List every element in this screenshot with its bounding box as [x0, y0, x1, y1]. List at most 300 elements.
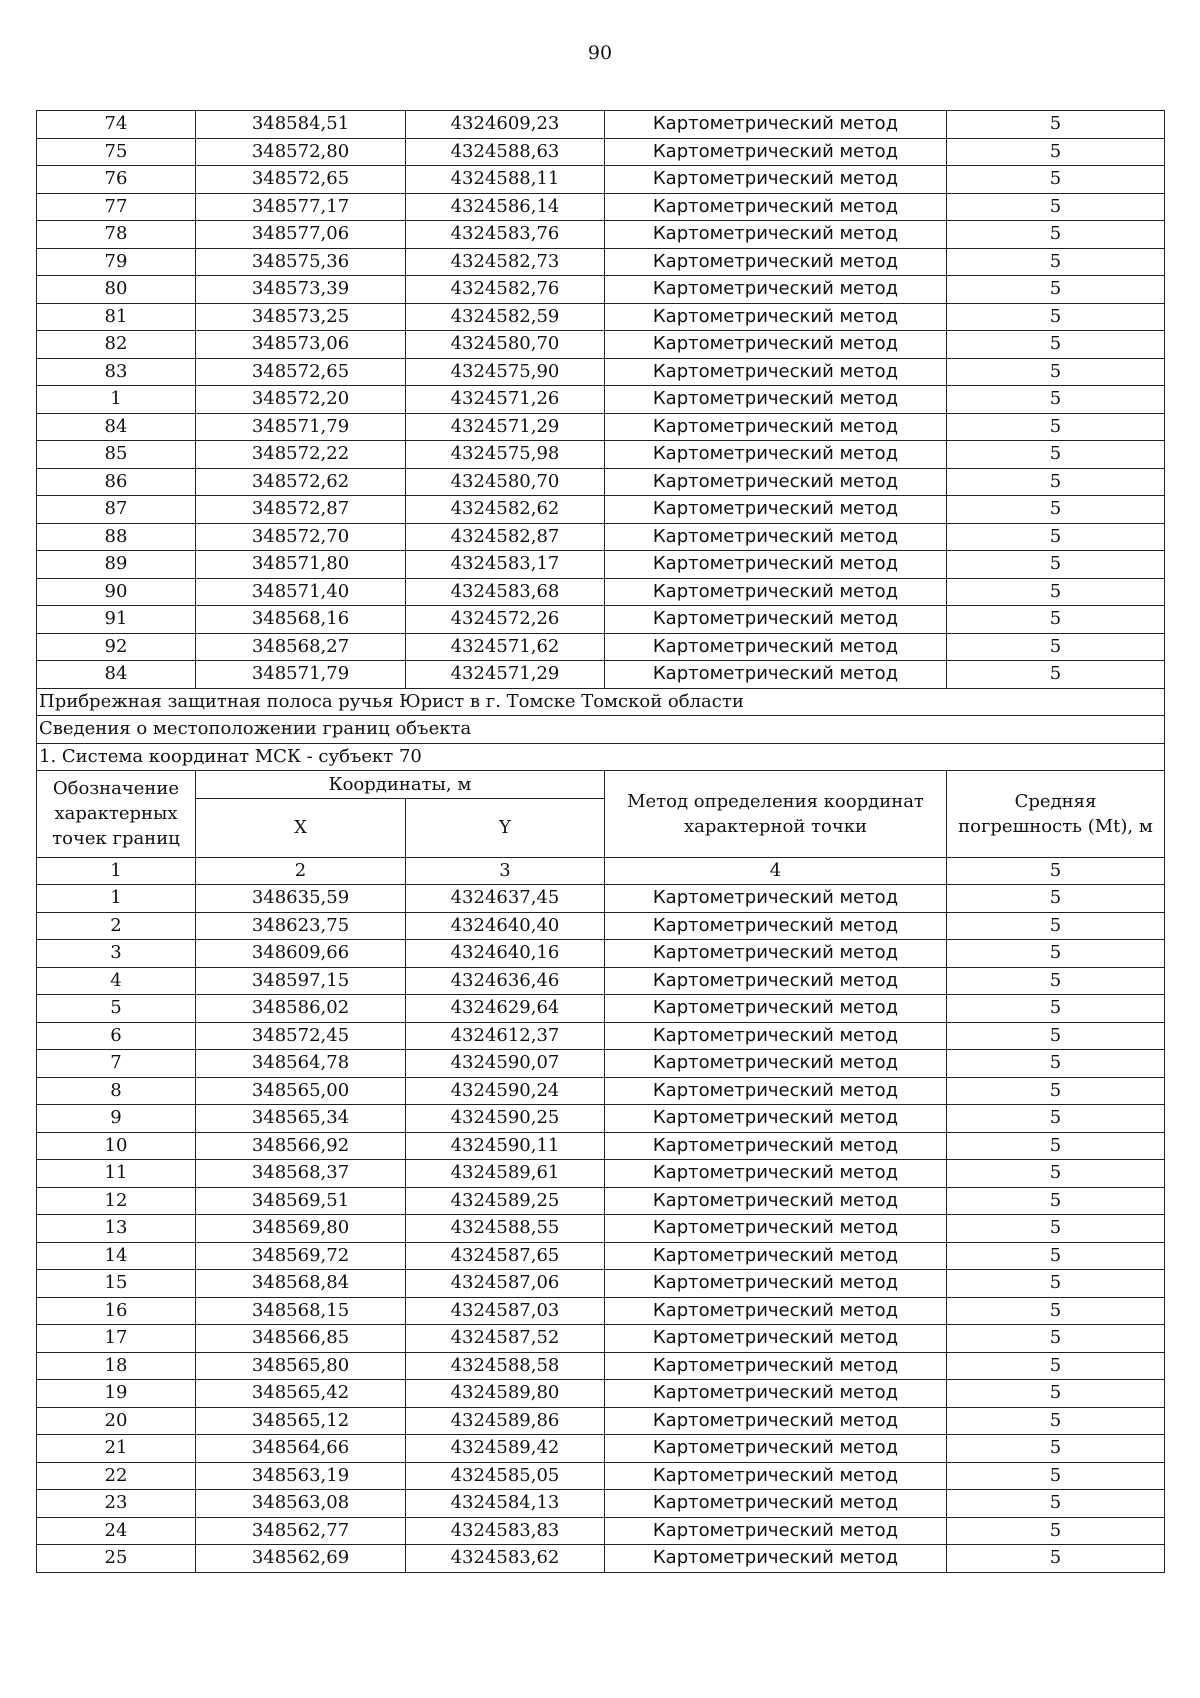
coord-y: 4324612,37 — [406, 1022, 605, 1050]
coord-y: 4324583,83 — [406, 1517, 605, 1545]
coord-x: 348565,00 — [196, 1077, 406, 1105]
point-number: 19 — [37, 1380, 196, 1408]
point-number: 24 — [37, 1517, 196, 1545]
accuracy: 5 — [947, 1490, 1165, 1518]
point-number: 6 — [37, 1022, 196, 1050]
coord-y: 4324583,76 — [406, 221, 605, 249]
col-number: 4 — [605, 857, 947, 885]
method: Картометрический метод — [605, 413, 947, 441]
accuracy: 5 — [947, 551, 1165, 579]
coord-y: 4324586,14 — [406, 193, 605, 221]
accuracy: 5 — [947, 386, 1165, 414]
coord-x: 348597,15 — [196, 967, 406, 995]
point-number: 2 — [37, 912, 196, 940]
accuracy: 5 — [947, 468, 1165, 496]
method: Картометрический метод — [605, 1242, 947, 1270]
point-number: 3 — [37, 940, 196, 968]
coord-y: 4324636,46 — [406, 967, 605, 995]
table-row — [37, 1077, 1165, 1105]
header-method: Метод определения координат характерной точки — [605, 771, 947, 858]
table-row — [37, 166, 1165, 194]
table-row — [37, 138, 1165, 166]
coord-y: 4324590,24 — [406, 1077, 605, 1105]
method: Картометрический метод — [605, 1435, 947, 1463]
point-number: 4 — [37, 967, 196, 995]
bottom-rows — [37, 885, 1165, 1573]
coord-y: 4324584,13 — [406, 1490, 605, 1518]
coord-x: 348572,20 — [196, 386, 406, 414]
point-number: 22 — [37, 1462, 196, 1490]
table-row — [37, 441, 1165, 469]
method: Картометрический метод — [605, 1050, 947, 1078]
method: Картометрический метод — [605, 1517, 947, 1545]
coord-x: 348577,17 — [196, 193, 406, 221]
table-row — [37, 967, 1165, 995]
coord-y: 4324587,52 — [406, 1325, 605, 1353]
coord-x: 348572,62 — [196, 468, 406, 496]
point-number: 7 — [37, 1050, 196, 1078]
accuracy: 5 — [947, 523, 1165, 551]
coord-y: 4324609,23 — [406, 111, 605, 139]
coord-y: 4324640,40 — [406, 912, 605, 940]
section-header — [37, 688, 1165, 885]
method: Картометрический метод — [605, 1325, 947, 1353]
point-number: 89 — [37, 551, 196, 579]
point-number: 9 — [37, 1105, 196, 1133]
accuracy: 5 — [947, 413, 1165, 441]
table-row — [37, 276, 1165, 304]
coord-x: 348562,69 — [196, 1545, 406, 1573]
table-row — [37, 1297, 1165, 1325]
method: Картометрический метод — [605, 358, 947, 386]
method: Картометрический метод — [605, 1352, 947, 1380]
point-number: 13 — [37, 1215, 196, 1243]
coord-x: 348571,79 — [196, 661, 406, 689]
coord-y: 4324582,59 — [406, 303, 605, 331]
coord-x: 348572,70 — [196, 523, 406, 551]
accuracy: 5 — [947, 606, 1165, 634]
table-row — [37, 1435, 1165, 1463]
accuracy: 5 — [947, 138, 1165, 166]
coord-x: 348571,79 — [196, 413, 406, 441]
coord-x: 348609,66 — [196, 940, 406, 968]
point-number: 15 — [37, 1270, 196, 1298]
coord-y: 4324589,61 — [406, 1160, 605, 1188]
coord-y: 4324582,73 — [406, 248, 605, 276]
accuracy: 5 — [947, 166, 1165, 194]
coord-y: 4324580,70 — [406, 468, 605, 496]
coord-x: 348584,51 — [196, 111, 406, 139]
coord-x: 348563,08 — [196, 1490, 406, 1518]
accuracy: 5 — [947, 1160, 1165, 1188]
point-number: 11 — [37, 1160, 196, 1188]
point-number: 88 — [37, 523, 196, 551]
point-number: 77 — [37, 193, 196, 221]
coord-x: 348568,37 — [196, 1160, 406, 1188]
coord-y: 4324583,17 — [406, 551, 605, 579]
table-row — [37, 1517, 1165, 1545]
column-numbers-row — [37, 857, 1165, 885]
point-number: 84 — [37, 413, 196, 441]
coord-x: 348562,77 — [196, 1517, 406, 1545]
table-row — [37, 1187, 1165, 1215]
accuracy: 5 — [947, 1022, 1165, 1050]
accuracy: 5 — [947, 1325, 1165, 1353]
method: Картометрический метод — [605, 1462, 947, 1490]
coord-y: 4324588,63 — [406, 138, 605, 166]
accuracy: 5 — [947, 1215, 1165, 1243]
coord-y: 4324572,26 — [406, 606, 605, 634]
table-row — [37, 248, 1165, 276]
point-number: 75 — [37, 138, 196, 166]
coord-x: 348569,51 — [196, 1187, 406, 1215]
method: Картометрический метод — [605, 496, 947, 524]
table-row — [37, 940, 1165, 968]
table-row — [37, 1105, 1165, 1133]
table-row — [37, 551, 1165, 579]
method: Картометрический метод — [605, 166, 947, 194]
accuracy: 5 — [947, 248, 1165, 276]
coord-y: 4324571,29 — [406, 413, 605, 441]
coord-y: 4324590,07 — [406, 1050, 605, 1078]
method: Картометрический метод — [605, 1407, 947, 1435]
coord-x: 348564,78 — [196, 1050, 406, 1078]
table-row — [37, 468, 1165, 496]
coord-x: 348571,40 — [196, 578, 406, 606]
point-number: 16 — [37, 1297, 196, 1325]
coord-x: 348573,25 — [196, 303, 406, 331]
point-number: 25 — [37, 1545, 196, 1573]
coord-y: 4324588,11 — [406, 166, 605, 194]
accuracy: 5 — [947, 358, 1165, 386]
coord-x: 348572,65 — [196, 358, 406, 386]
col-number: 5 — [947, 857, 1165, 885]
table-row — [37, 1407, 1165, 1435]
point-number: 92 — [37, 633, 196, 661]
coord-y: 4324590,11 — [406, 1132, 605, 1160]
method: Картометрический метод — [605, 276, 947, 304]
header-coordinates: Координаты, м — [196, 771, 605, 799]
point-number: 81 — [37, 303, 196, 331]
table-row — [37, 496, 1165, 524]
coord-x: 348565,12 — [196, 1407, 406, 1435]
coord-x: 348635,59 — [196, 885, 406, 913]
method: Картометрический метод — [605, 633, 947, 661]
point-number: 12 — [37, 1187, 196, 1215]
accuracy: 5 — [947, 1132, 1165, 1160]
point-number: 20 — [37, 1407, 196, 1435]
table-row — [37, 523, 1165, 551]
point-number: 80 — [37, 276, 196, 304]
coord-y: 4324588,55 — [406, 1215, 605, 1243]
coord-x: 348563,19 — [196, 1462, 406, 1490]
table-row — [37, 193, 1165, 221]
section-title: Прибрежная защитная полоса ручья Юрист в г. Томске Томской области — [37, 688, 1165, 716]
accuracy: 5 — [947, 1352, 1165, 1380]
accuracy: 5 — [947, 578, 1165, 606]
accuracy: 5 — [947, 1187, 1165, 1215]
point-number: 79 — [37, 248, 196, 276]
point-number: 83 — [37, 358, 196, 386]
header-x: X — [196, 798, 406, 857]
coord-y: 4324583,62 — [406, 1545, 605, 1573]
coord-x: 348575,36 — [196, 248, 406, 276]
accuracy: 5 — [947, 633, 1165, 661]
method: Картометрический метод — [605, 1132, 947, 1160]
method: Картометрический метод — [605, 1215, 947, 1243]
coord-x: 348573,06 — [196, 331, 406, 359]
method: Картометрический метод — [605, 1270, 947, 1298]
coord-system-row — [37, 743, 1165, 771]
col-number: 3 — [406, 857, 605, 885]
coord-y: 4324629,64 — [406, 995, 605, 1023]
coord-y: 4324575,98 — [406, 441, 605, 469]
method: Картометрический метод — [605, 1545, 947, 1573]
coord-y: 4324589,80 — [406, 1380, 605, 1408]
section-subtitle: Сведения о местоположении границ объекта — [37, 716, 1165, 744]
accuracy: 5 — [947, 1545, 1165, 1573]
coordinates-table — [36, 110, 1165, 1573]
point-number: 1 — [37, 885, 196, 913]
method: Картометрический метод — [605, 1490, 947, 1518]
coord-y: 4324590,25 — [406, 1105, 605, 1133]
header-point-designation: Обозначение характерных точек границ — [37, 771, 196, 858]
coord-x: 348565,80 — [196, 1352, 406, 1380]
coord-y: 4324587,03 — [406, 1297, 605, 1325]
method: Картометрический метод — [605, 468, 947, 496]
point-number: 86 — [37, 468, 196, 496]
method: Картометрический метод — [605, 1077, 947, 1105]
table-row — [37, 661, 1165, 689]
accuracy: 5 — [947, 111, 1165, 139]
method: Картометрический метод — [605, 441, 947, 469]
coord-x: 348572,65 — [196, 166, 406, 194]
method: Картометрический метод — [605, 578, 947, 606]
accuracy: 5 — [947, 912, 1165, 940]
accuracy: 5 — [947, 276, 1165, 304]
method: Картометрический метод — [605, 1187, 947, 1215]
method: Картометрический метод — [605, 331, 947, 359]
method: Картометрический метод — [605, 386, 947, 414]
table-row — [37, 221, 1165, 249]
table-row — [37, 578, 1165, 606]
coord-x: 348568,84 — [196, 1270, 406, 1298]
coord-y: 4324580,70 — [406, 331, 605, 359]
accuracy: 5 — [947, 940, 1165, 968]
table-row — [37, 386, 1165, 414]
point-number: 5 — [37, 995, 196, 1023]
table-row — [37, 1050, 1165, 1078]
point-number: 23 — [37, 1490, 196, 1518]
coord-system: 1. Система координат МСК - субъект 70 — [37, 743, 1165, 771]
table-row — [37, 606, 1165, 634]
point-number: 14 — [37, 1242, 196, 1270]
accuracy: 5 — [947, 1077, 1165, 1105]
method: Картометрический метод — [605, 193, 947, 221]
point-number: 18 — [37, 1352, 196, 1380]
accuracy: 5 — [947, 885, 1165, 913]
accuracy: 5 — [947, 1297, 1165, 1325]
accuracy: 5 — [947, 1242, 1165, 1270]
coord-x: 348572,45 — [196, 1022, 406, 1050]
coord-y: 4324589,42 — [406, 1435, 605, 1463]
table-row — [37, 303, 1165, 331]
coord-x: 348572,87 — [196, 496, 406, 524]
table-row — [37, 995, 1165, 1023]
col-number: 1 — [37, 857, 196, 885]
table-row — [37, 912, 1165, 940]
coord-x: 348623,75 — [196, 912, 406, 940]
point-number: 74 — [37, 111, 196, 139]
table-row — [37, 1462, 1165, 1490]
table-row — [37, 111, 1165, 139]
point-number: 90 — [37, 578, 196, 606]
accuracy: 5 — [947, 1407, 1165, 1435]
method: Картометрический метод — [605, 1022, 947, 1050]
coord-y: 4324637,45 — [406, 885, 605, 913]
method: Картометрический метод — [605, 606, 947, 634]
section-title-row — [37, 688, 1165, 716]
coord-x: 348568,27 — [196, 633, 406, 661]
point-number: 8 — [37, 1077, 196, 1105]
method: Картометрический метод — [605, 1105, 947, 1133]
method: Картометрический метод — [605, 1160, 947, 1188]
coord-y: 4324583,68 — [406, 578, 605, 606]
header-accuracy: Средняя погрешность (Mt), м — [947, 771, 1165, 858]
point-number: 21 — [37, 1435, 196, 1463]
method: Картометрический метод — [605, 940, 947, 968]
page-number: 90 — [587, 42, 613, 64]
header-row-1 — [37, 771, 1165, 799]
coord-y: 4324582,76 — [406, 276, 605, 304]
coord-x: 348565,42 — [196, 1380, 406, 1408]
point-number: 85 — [37, 441, 196, 469]
accuracy: 5 — [947, 193, 1165, 221]
accuracy: 5 — [947, 995, 1165, 1023]
coord-x: 348577,06 — [196, 221, 406, 249]
method: Картометрический метод — [605, 221, 947, 249]
point-number: 1 — [37, 386, 196, 414]
coord-y: 4324575,90 — [406, 358, 605, 386]
method: Картометрический метод — [605, 523, 947, 551]
method: Картометрический метод — [605, 912, 947, 940]
coord-y: 4324640,16 — [406, 940, 605, 968]
method: Картометрический метод — [605, 967, 947, 995]
coord-y: 4324571,29 — [406, 661, 605, 689]
coord-y: 4324585,05 — [406, 1462, 605, 1490]
point-number: 91 — [37, 606, 196, 634]
table-row — [37, 1132, 1165, 1160]
method: Картометрический метод — [605, 138, 947, 166]
header-y: Y — [406, 798, 605, 857]
table-row — [37, 331, 1165, 359]
coord-y: 4324587,65 — [406, 1242, 605, 1270]
coord-y: 4324587,06 — [406, 1270, 605, 1298]
method: Картометрический метод — [605, 551, 947, 579]
coord-x: 348565,34 — [196, 1105, 406, 1133]
accuracy: 5 — [947, 661, 1165, 689]
table-row — [37, 358, 1165, 386]
coord-y: 4324589,25 — [406, 1187, 605, 1215]
point-number: 82 — [37, 331, 196, 359]
method: Картометрический метод — [605, 995, 947, 1023]
accuracy: 5 — [947, 1462, 1165, 1490]
table-row — [37, 1545, 1165, 1573]
coord-y: 4324588,58 — [406, 1352, 605, 1380]
top-rows — [37, 111, 1165, 689]
coord-x: 348568,16 — [196, 606, 406, 634]
coord-x: 348572,22 — [196, 441, 406, 469]
point-number: 84 — [37, 661, 196, 689]
table-row — [37, 1270, 1165, 1298]
method: Картометрический метод — [605, 111, 947, 139]
table-row — [37, 413, 1165, 441]
point-number: 17 — [37, 1325, 196, 1353]
method: Картометрический метод — [605, 885, 947, 913]
table-row — [37, 1325, 1165, 1353]
point-number: 10 — [37, 1132, 196, 1160]
accuracy: 5 — [947, 1517, 1165, 1545]
point-number: 87 — [37, 496, 196, 524]
accuracy: 5 — [947, 1105, 1165, 1133]
accuracy: 5 — [947, 331, 1165, 359]
table-row — [37, 633, 1165, 661]
accuracy: 5 — [947, 1380, 1165, 1408]
section-subtitle-row — [37, 716, 1165, 744]
table-row — [37, 885, 1165, 913]
accuracy: 5 — [947, 441, 1165, 469]
accuracy: 5 — [947, 303, 1165, 331]
method: Картометрический метод — [605, 248, 947, 276]
method: Картометрический метод — [605, 1297, 947, 1325]
coord-x: 348566,92 — [196, 1132, 406, 1160]
accuracy: 5 — [947, 1050, 1165, 1078]
accuracy: 5 — [947, 1435, 1165, 1463]
table-row — [37, 1380, 1165, 1408]
accuracy: 5 — [947, 967, 1165, 995]
coord-y: 4324571,26 — [406, 386, 605, 414]
coord-y: 4324589,86 — [406, 1407, 605, 1435]
table-row — [37, 1022, 1165, 1050]
coord-y: 4324582,62 — [406, 496, 605, 524]
coord-x: 348564,66 — [196, 1435, 406, 1463]
coord-y: 4324582,87 — [406, 523, 605, 551]
table-row — [37, 1242, 1165, 1270]
coord-y: 4324571,62 — [406, 633, 605, 661]
coord-x: 348569,80 — [196, 1215, 406, 1243]
coord-x: 348569,72 — [196, 1242, 406, 1270]
method: Картометрический метод — [605, 661, 947, 689]
coord-x: 348571,80 — [196, 551, 406, 579]
col-number: 2 — [196, 857, 406, 885]
table-row — [37, 1160, 1165, 1188]
point-number: 78 — [37, 221, 196, 249]
point-number: 76 — [37, 166, 196, 194]
method: Картометрический метод — [605, 1380, 947, 1408]
table-row — [37, 1215, 1165, 1243]
table-row — [37, 1490, 1165, 1518]
method: Картометрический метод — [605, 303, 947, 331]
accuracy: 5 — [947, 221, 1165, 249]
accuracy: 5 — [947, 496, 1165, 524]
coord-x: 348586,02 — [196, 995, 406, 1023]
coord-x: 348573,39 — [196, 276, 406, 304]
table-row — [37, 1352, 1165, 1380]
coord-x: 348566,85 — [196, 1325, 406, 1353]
coord-x: 348572,80 — [196, 138, 406, 166]
accuracy: 5 — [947, 1270, 1165, 1298]
coord-x: 348568,15 — [196, 1297, 406, 1325]
